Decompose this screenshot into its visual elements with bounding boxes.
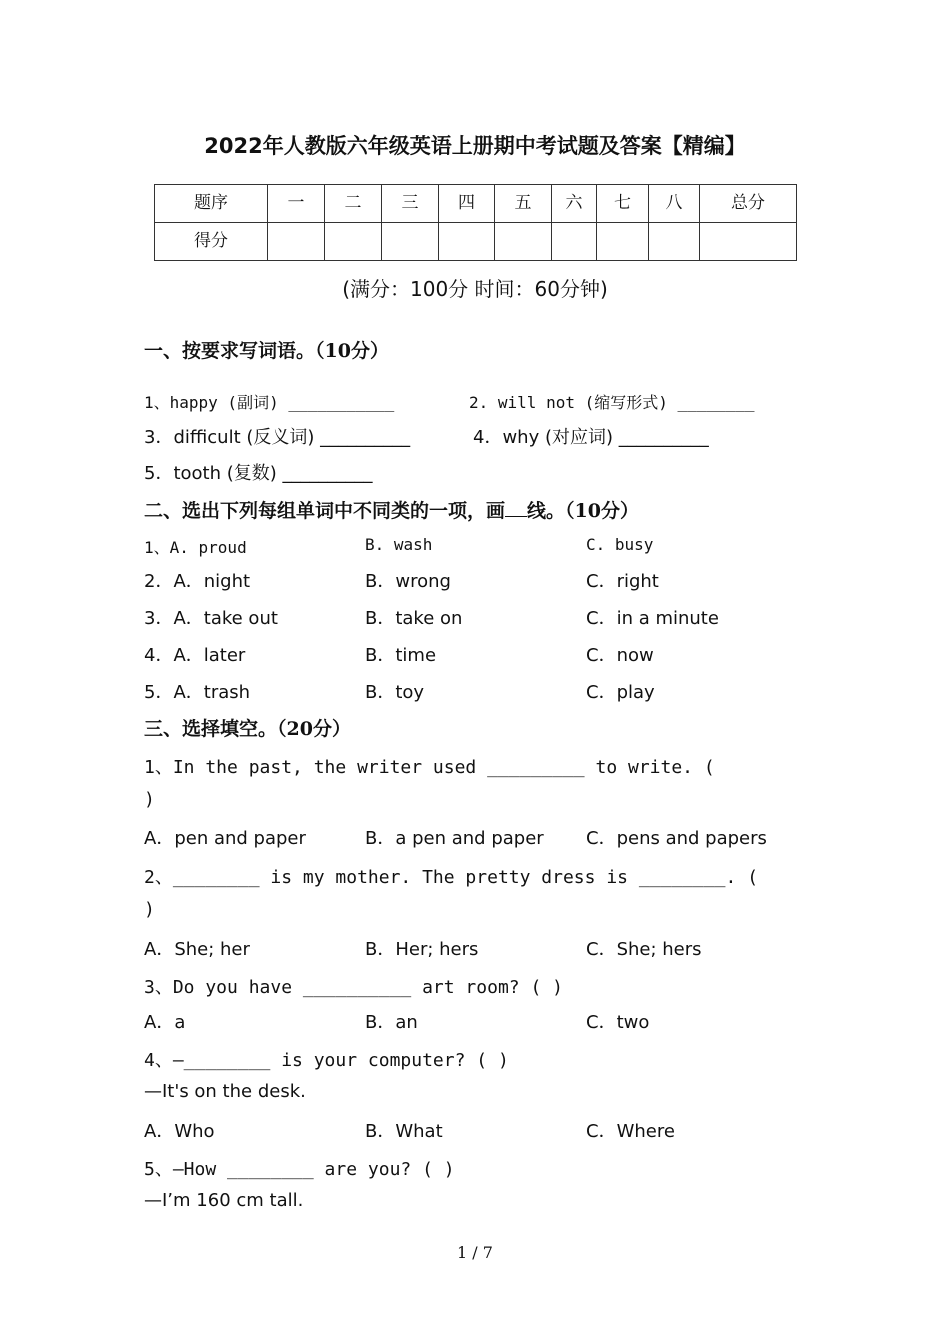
s3-q1-stem: 1、In the past, the writer used _________ to write. ( xyxy=(144,757,715,778)
s2-q1-option-c: C. busy xyxy=(586,535,654,554)
s3-q2-paren-close: ) xyxy=(144,899,155,920)
score-cell[interactable] xyxy=(649,223,700,261)
header-cell: 五 xyxy=(495,185,552,223)
s3-q1-option-a: A．pen and paper xyxy=(144,828,306,849)
s1-item-1: 1、happy (副词) ___________ xyxy=(144,393,395,412)
page-number: 1 / 7 xyxy=(457,1243,493,1262)
s2-q3-option-c: C．in a minute xyxy=(586,608,719,629)
s3-q3-option-c: C．two xyxy=(586,1012,650,1033)
header-cell: 二 xyxy=(325,185,382,223)
s3-q4-option-a: A．Who xyxy=(144,1121,215,1142)
score-cell[interactable] xyxy=(439,223,495,261)
section3-heading: 三、选择填空。（20分） xyxy=(144,718,351,740)
score-table xyxy=(154,184,797,261)
s3-q1-option-b: B．a pen and paper xyxy=(365,828,544,849)
score-cell[interactable] xyxy=(495,223,552,261)
score-cell[interactable] xyxy=(325,223,382,261)
score-cell[interactable] xyxy=(268,223,325,261)
s3-q4-option-b: B．What xyxy=(365,1121,443,1142)
s3-q4-stem: 4、—________ is your computer? ( ) xyxy=(144,1050,509,1071)
s3-q2-option-a: A．She; her xyxy=(144,939,250,960)
header-cell: 总分 xyxy=(700,185,797,223)
score-cell[interactable] xyxy=(700,223,797,261)
s3-q3-option-b: B．an xyxy=(365,1012,418,1033)
score-cell[interactable] xyxy=(382,223,439,261)
underline-blank xyxy=(505,500,527,517)
section2-heading-part1: 二、选出下列每组单词中不同类的一项，画 xyxy=(144,500,506,522)
s2-q5-option-b: B．toy xyxy=(365,682,425,703)
s1-item-4: 4．why (对应词) __________ xyxy=(473,427,709,448)
section2-heading xyxy=(144,496,639,523)
s2-q5-option-a: 5．A．trash xyxy=(144,682,251,703)
s2-q3-option-a: 3．A．take out xyxy=(144,608,278,629)
s2-q3-option-b: B．take on xyxy=(365,608,463,629)
section1-heading: 一、按要求写词语。（10分） xyxy=(144,340,389,362)
header-cell: 八 xyxy=(649,185,700,223)
header-cell: 题序 xyxy=(155,185,268,223)
score-cell[interactable] xyxy=(597,223,649,261)
s2-q1-option-b: B. wash xyxy=(365,535,433,554)
header-cell: 一 xyxy=(268,185,325,223)
header-cell: 六 xyxy=(552,185,597,223)
s2-q2-option-b: B．wrong xyxy=(365,571,451,592)
s3-q4-option-c: C．Where xyxy=(586,1121,675,1142)
section2-heading-part2: 线。（10分） xyxy=(527,500,639,522)
s2-q2-option-a: 2．A．night xyxy=(144,571,251,592)
s2-q4-option-a: 4．A．later xyxy=(144,645,246,666)
s1-item-3: 3．difficult (反义词) __________ xyxy=(144,427,411,448)
exam-info: (满分：100分 时间：60分钟) xyxy=(342,277,608,301)
s2-q4-option-c: C．now xyxy=(586,645,654,666)
s1-item-2: 2. will not (缩写形式) ________ xyxy=(469,393,755,412)
s3-q3-option-a: A．a xyxy=(144,1012,186,1033)
s3-q4-answer-line: —It's on the desk. xyxy=(144,1081,306,1102)
score-table-header-row xyxy=(155,185,797,223)
page-title: 2022年人教版六年级英语上册期中考试题及答案【精编】 xyxy=(204,134,746,158)
header-cell: 七 xyxy=(597,185,649,223)
row-label-cell: 得分 xyxy=(155,223,268,261)
s2-q5-option-c: C．play xyxy=(586,682,655,703)
score-table-score-row xyxy=(155,223,797,261)
s2-q4-option-b: B．time xyxy=(365,645,437,666)
s2-q2-option-c: C．right xyxy=(586,571,659,592)
header-cell: 三 xyxy=(382,185,439,223)
s3-q5-answer-line: —I’m 160 cm tall. xyxy=(144,1190,304,1211)
s3-q2-option-b: B．Her; hers xyxy=(365,939,479,960)
s3-q1-option-c: C．pens and papers xyxy=(586,828,767,849)
s3-q3-stem: 3、Do you have __________ art room? ( ) xyxy=(144,977,563,998)
header-cell: 四 xyxy=(439,185,495,223)
s1-item-5: 5．tooth (复数) __________ xyxy=(144,463,373,484)
s3-q5-stem: 5、—How ________ are you? ( ) xyxy=(144,1159,455,1180)
score-cell[interactable] xyxy=(552,223,597,261)
s3-q1-paren-close: ) xyxy=(144,789,155,810)
s3-q2-stem: 2、________ is my mother. The pretty dress is ________. ( xyxy=(144,867,759,888)
s3-q2-option-c: C．She; hers xyxy=(586,939,702,960)
s2-q1-option-a: 1、A. proud xyxy=(144,538,247,557)
